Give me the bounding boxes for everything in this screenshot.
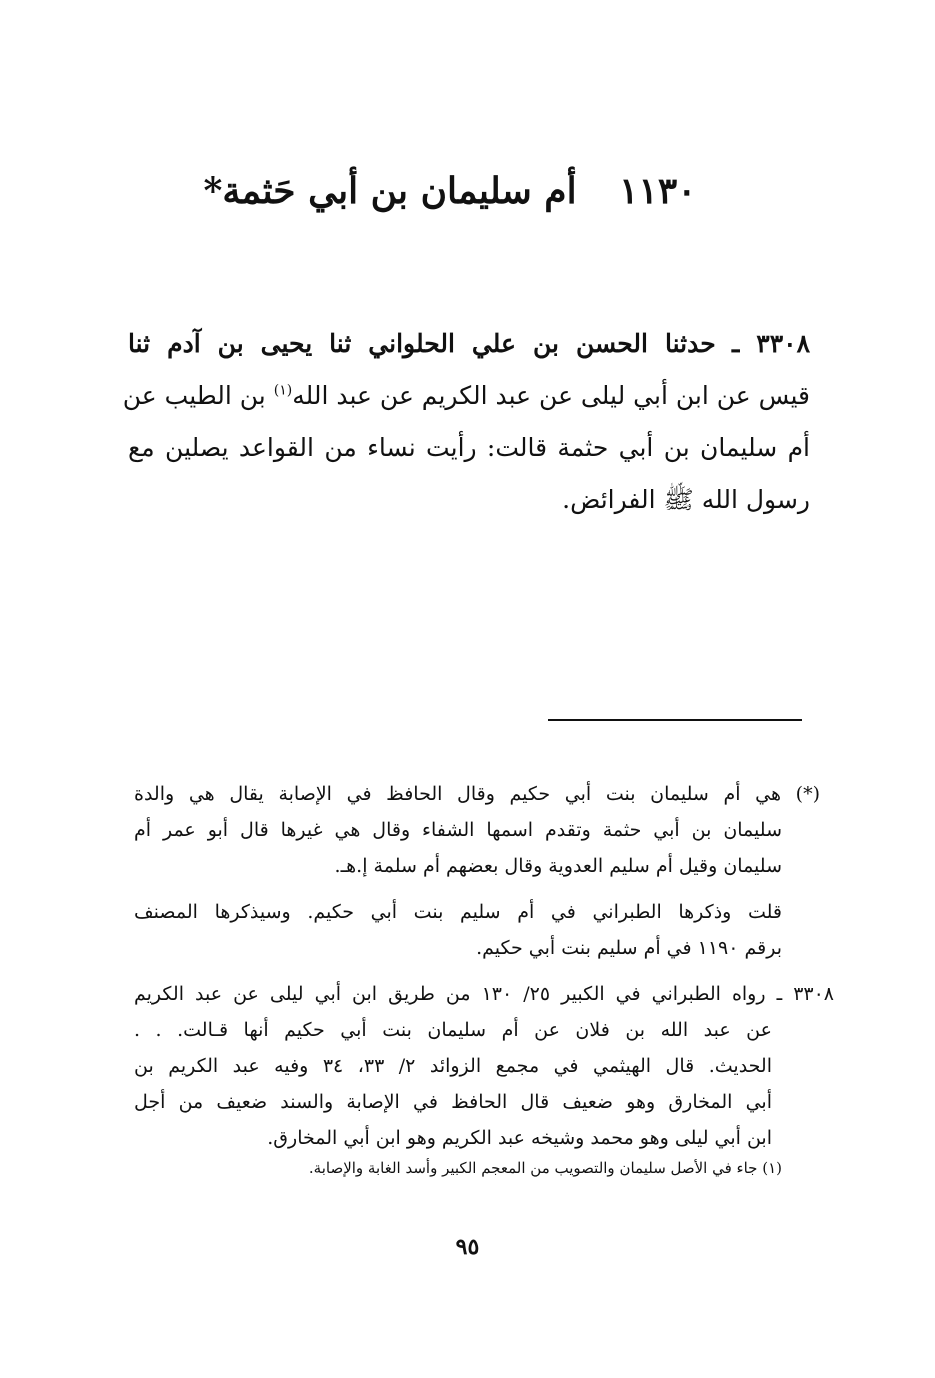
hadith-line-2 [122,370,810,422]
takhrij-line-2: عن عبد الله بن فلان عن أم سليمان بنت أبي حكيم أنها قـالت. . . [134,1019,772,1041]
hadith-line-3-text: أم سليمان بن أبي حثمة قالت: رأيت نساء من القواعد يصلين مع [128,433,810,462]
chapter-title [140,168,760,215]
hadith-line-1-text: حدثنا الحسن بن علي الحلواني ثنا يحيى بن آدم ثنا [128,329,716,358]
star-note-2 [134,894,820,966]
takhrij-line-4: أبي المخارق وهو ضعيف قال الحافظ في الإصابة والسند ضعيف من أجل [134,1091,772,1113]
star-note-line-3: سليمان وقيل أم سليم العدوية وقال بعضهم أم سلمة إ.هـ. [334,855,782,877]
hadith-number: ٣٣٠٨ ـ [731,329,810,358]
footnote-ref-1: (١) [273,382,293,399]
takhrij-line-3: الحديث. قال الهيثمي في مجمع الزوائد ٢/ ٣٣، ٣٤ وفيه عبد الكريم بن [134,1055,772,1077]
takhrij-line-5: ابن أبي ليلى وهو محمد وشيخه عبد الكريم وهو ابن أبي المخارق. [267,1127,772,1149]
star-note [134,776,820,884]
hadith-text [122,318,810,526]
star-note-line-1: (*) هي أم سليمان بنت أبي حكيم وقال الحافظ في الإصابة يقال هي والدة [134,783,820,805]
hadith-line-2-rest: بن الطيب عن [122,381,274,410]
takhrij-line-1: ٣٣٠٨ ـ رواه الطبراني في الكبير ٢٥/ ١٣٠ من طريق ابن أبي ليلى عن عبد الكريم [134,983,835,1005]
hadith-line-3 [128,422,810,474]
hadith-line-4-text: رسول الله ﷺ الفرائض. [562,485,810,514]
takhrij-note [134,976,834,1156]
star-note-2-line-2: برقم ١١٩٠ في أم سليم بنت أبي حكيم. [476,937,782,959]
page-number: ٩٥ [455,1234,480,1260]
hadith-line-2-text: قيس عن ابن أبي ليلى عن عبد الكريم عن عبد الله [292,381,810,410]
footnote-1: (١) جاء في الأصل سليمان والتصويب من المعجم الكبير وأسد الغابة والإصابة. [308,1159,782,1177]
chapter-name: أم سليمان بن أبي حَثمة* [203,170,577,212]
footnotes [134,776,835,1182]
chapter-number: ١١٣٠ [619,170,697,212]
star-note-2-line-1: قلت وذكرها الطبراني في أم سليم بنت أبي حكيم. وسيذكرها المصنف [134,901,782,923]
hadith-line-4 [128,474,810,526]
star-note-line-2: سليمان بن أبي حثمة وتقدم اسمها الشفاء وقال هي غيرها قال أبو عمر أم [134,819,782,841]
footnote-separator [548,719,802,721]
hadith-line-1 [128,318,810,370]
